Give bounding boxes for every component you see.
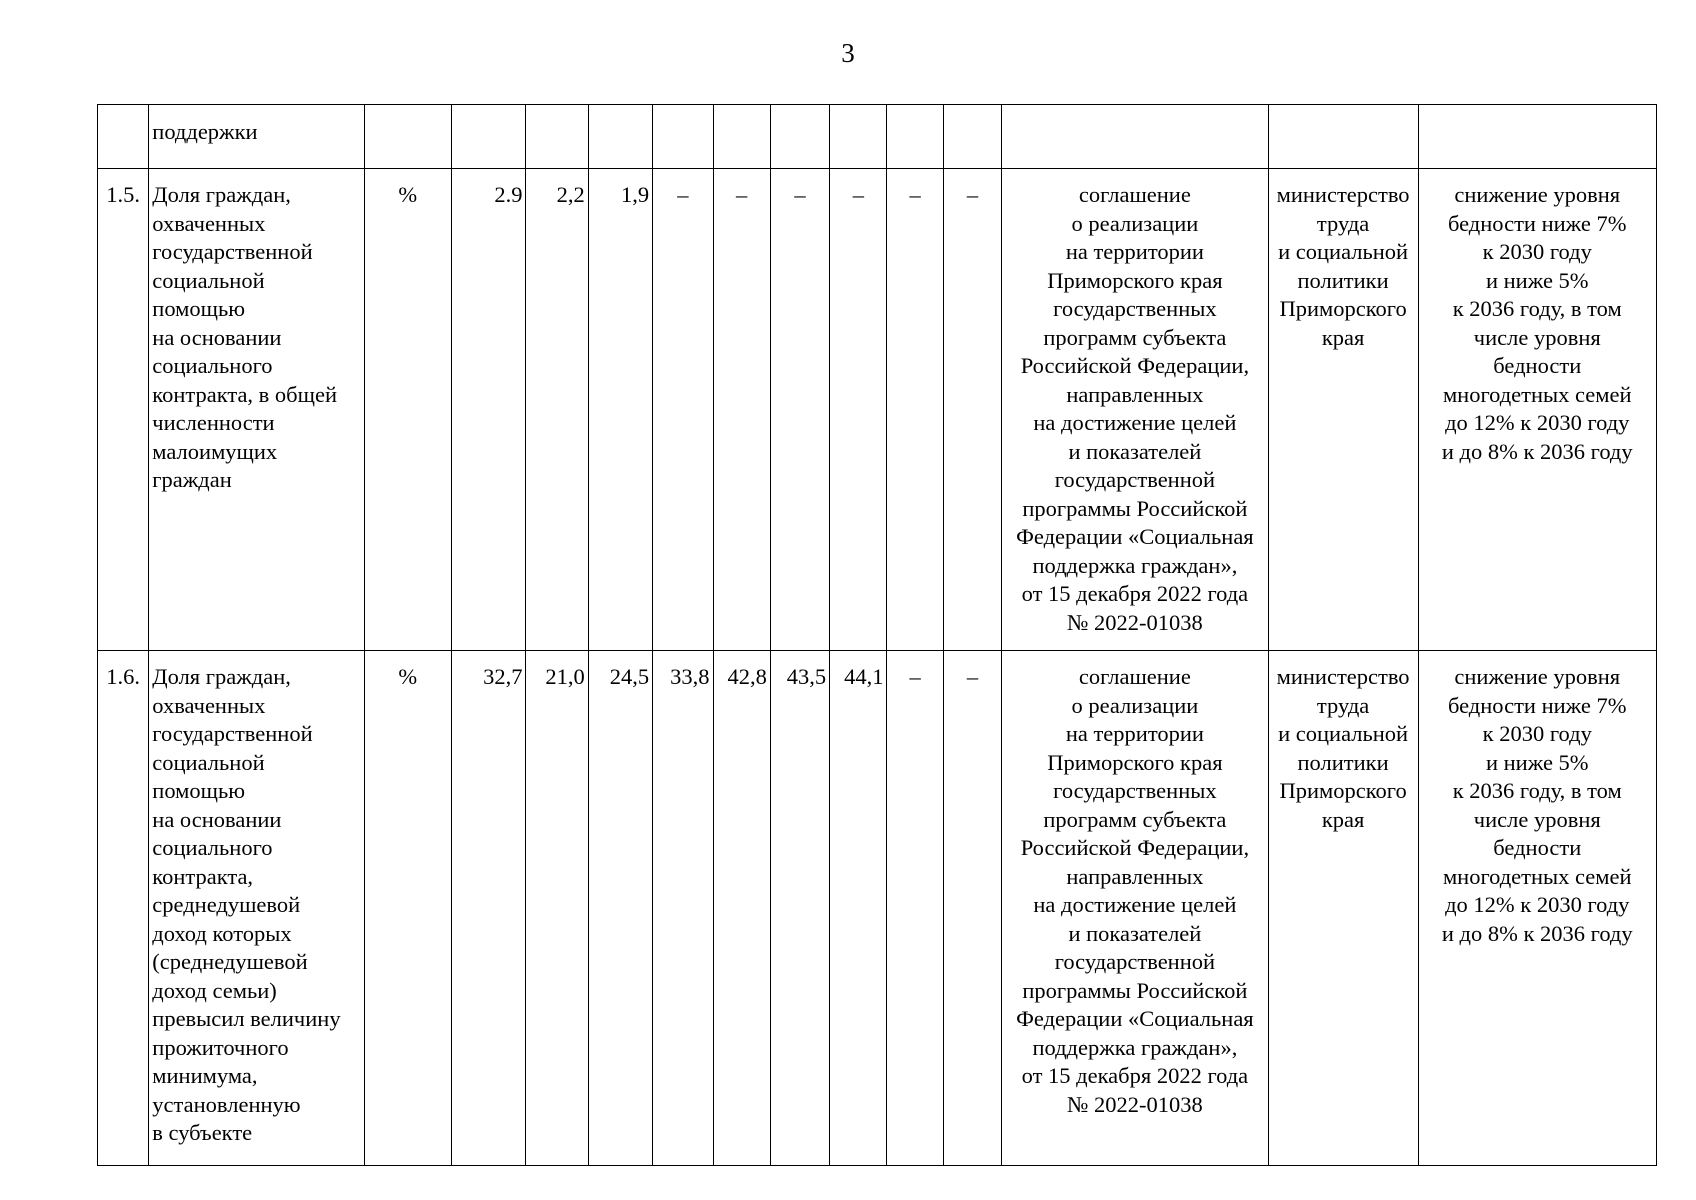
cell-value	[713, 105, 770, 169]
cell-value: 43,5	[770, 651, 829, 1166]
cell-goal	[1418, 651, 1656, 1166]
cell-value: –	[887, 651, 943, 1166]
cell-value: 21,0	[526, 651, 588, 1166]
cell-responsible	[1268, 169, 1418, 651]
goal-text: снижение уровня бедности ниже 7% к 2030 году и ниже 5% к 2036 году, в том числе уровня бедности многодетных семей до 12% к 2030 году и до 8% к 2036 году	[1441, 182, 1633, 464]
cell-value: –	[943, 169, 1001, 651]
cell-unit: %	[364, 651, 452, 1166]
cell-document	[1002, 651, 1269, 1166]
cell-value: –	[713, 169, 770, 651]
cell-num: 1.5.	[98, 169, 149, 651]
cell-value	[770, 105, 829, 169]
document-text: соглашение о реализации на территории Приморского края государственных программ субъекта Российской Федерации, направленных на достижение целей и показателей государственной программы Российской Федерации «Социальная поддержка граждан», от 15 декабря 2022 года № 2022-01038	[1016, 182, 1254, 635]
cell-value	[526, 105, 588, 169]
cell-value	[452, 105, 526, 169]
cell-responsible	[1268, 105, 1418, 169]
cell-value: –	[943, 651, 1001, 1166]
indicator-name: Доля граждан, охваченных государственной социальной помощью на основании социального контракта, среднедушевой доход которых (среднедушевой доход семьи) превысил величину прожиточного минимума, установленную в субъекте	[152, 664, 341, 1145]
indicators-table	[97, 104, 1657, 1166]
cell-document	[1002, 169, 1269, 651]
table-row	[98, 105, 1657, 169]
table-row	[98, 169, 1657, 651]
cell-name: поддержки	[149, 105, 364, 169]
indicator-name: Доля граждан, охваченных государственной социальной помощью на основании социального контракта, в общей численности малоимущих граждан	[152, 182, 337, 492]
cell-value: 42,8	[713, 651, 770, 1166]
cell-value: –	[830, 169, 887, 651]
cell-value: –	[770, 169, 829, 651]
cell-responsible	[1268, 651, 1418, 1166]
table-row	[98, 651, 1657, 1166]
document-text: соглашение о реализации на территории Приморского края государственных программ субъекта Российской Федерации, направленных на достижение целей и показателей государственной программы Российской Федерации «Социальная поддержка граждан», от 15 декабря 2022 года № 2022-01038	[1016, 664, 1254, 1117]
cell-unit: %	[364, 169, 452, 651]
cell-value	[653, 105, 713, 169]
cell-value: 44,1	[830, 651, 887, 1166]
cell-name	[149, 169, 364, 651]
cell-goal	[1418, 105, 1656, 169]
cell-unit	[364, 105, 452, 169]
cell-value	[887, 105, 943, 169]
cell-value: –	[887, 169, 943, 651]
cell-value: 24,5	[588, 651, 652, 1166]
cell-value: 32,7	[452, 651, 526, 1166]
cell-value: 2,2	[526, 169, 588, 651]
cell-value	[830, 105, 887, 169]
responsible-text: министерство труда и социальной политики Приморского края	[1276, 664, 1410, 832]
cell-value: 33,8	[653, 651, 713, 1166]
cell-value	[588, 105, 652, 169]
cell-value: –	[653, 169, 713, 651]
cell-value: 2.9	[452, 169, 526, 651]
cell-name	[149, 651, 364, 1166]
cell-value	[943, 105, 1001, 169]
responsible-text: министерство труда и социальной политики Приморского края	[1276, 182, 1410, 350]
cell-value: 1,9	[588, 169, 652, 651]
cell-goal	[1418, 169, 1656, 651]
cell-document	[1002, 105, 1269, 169]
page-number: 3	[841, 38, 855, 68]
goal-text: снижение уровня бедности ниже 7% к 2030 году и ниже 5% к 2036 году, в том числе уровня бедности многодетных семей до 12% к 2030 году и до 8% к 2036 году	[1441, 664, 1633, 946]
cell-num	[98, 105, 149, 169]
cell-num: 1.6.	[98, 651, 149, 1166]
